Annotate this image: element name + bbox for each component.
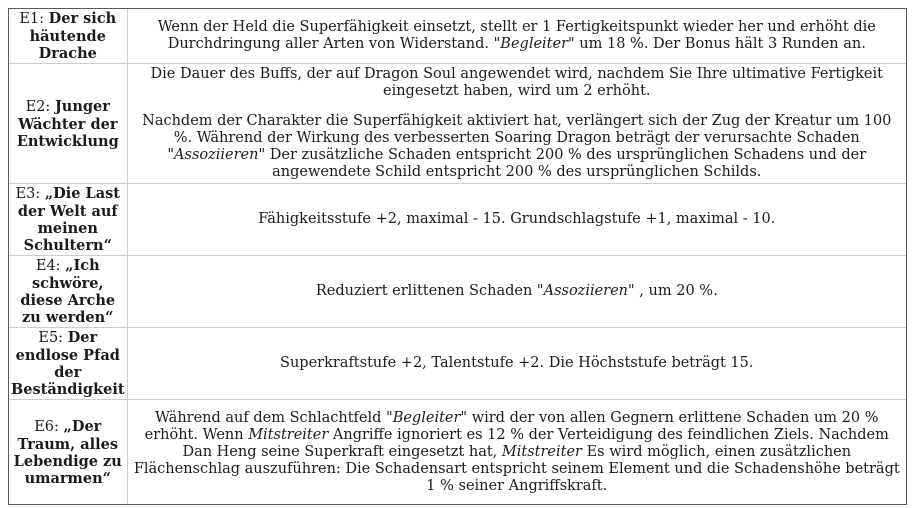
text-run: Superkraftstufe +2, Talentstufe +2. Die Höchststufe beträgt 15.: [280, 355, 754, 371]
eidolon-number: E6:: [34, 418, 64, 435]
eidolon-description-cell: [128, 328, 906, 400]
text-run: Reduziert erlittenen Schaden: [315, 283, 537, 299]
table-row: [9, 400, 906, 504]
eidolon-description-cell: [128, 256, 906, 328]
text-run: um 18 %. Der Bonus hält 3 Runden an.: [574, 36, 866, 52]
text-run: Wenn der Held die Superfähigkeit einsetzt, stellt er 1 Fertigkeitspunkt wieder her und erhöht die Durchdringung aller Arten von Widerstand.: [157, 19, 876, 52]
eidolon-title: „Der Traum, alles Lebendige zu umarmen“: [13, 417, 122, 487]
eidolon-number: E2:: [25, 98, 55, 115]
description-paragraph: [134, 211, 900, 228]
italic-term: Mitstreiter: [248, 426, 329, 443]
italic-term: "Assoziieren": [167, 147, 266, 163]
table-row: [9, 64, 906, 184]
eidolon-number: E3:: [15, 186, 45, 202]
italic-term: "Assoziieren": [536, 283, 635, 299]
eidolon-label-cell: [9, 328, 128, 400]
text-run: , um 20 %.: [634, 283, 718, 299]
description-paragraph: [134, 355, 900, 372]
eidolon-number: E5:: [38, 330, 68, 346]
eidolon-title: Der sich häutende Drache: [29, 10, 117, 62]
eidolon-label-cell: [9, 256, 128, 328]
description-paragraph: [134, 410, 900, 495]
eidolon-table: [8, 8, 907, 505]
eidolon-title: Junger Wächter der Entwicklung: [16, 97, 119, 150]
eidolon-label-cell: [9, 9, 128, 64]
italic-term: "Begleiter": [493, 36, 575, 52]
description-paragraph: [134, 283, 900, 300]
eidolon-title: „Ich schwöre, diese Arche zu werden“: [20, 257, 116, 326]
text-run: Die Dauer des Buffs, der auf Dragon Soul angewendet wird, nachdem Sie Ihre ultimative Fertigkeit eingesetzt haben, wird um 2 erhöht.: [150, 66, 883, 99]
eidolon-description-cell: [128, 400, 906, 504]
eidolon-title: „Die Last der Welt auf meinen Schultern“: [17, 185, 120, 254]
description-paragraph: [134, 113, 900, 181]
eidolon-description-cell: [128, 64, 906, 184]
table-row: [9, 184, 906, 256]
eidolon-label-cell: [9, 64, 128, 184]
text-run: Angriffe ignoriert es 12 % der Verteidigung des feindlichen Ziels. Nachdem Dan Heng seine Superkraft eingesetzt hat,: [182, 426, 889, 460]
description-paragraph: [134, 19, 900, 53]
text-run: Während auf dem Schlachtfeld: [155, 409, 387, 426]
eidolon-number: E4:: [35, 258, 66, 274]
italic-term: Mitstreiter: [501, 443, 582, 460]
text-run: Der zusätzliche Schaden entspricht 200 % des ursprünglichen Schadens und der angewendete Schild entspricht 200 % des ursprünglichen Schilds.: [265, 147, 867, 180]
eidolon-description-cell: [128, 9, 906, 64]
description-paragraph: [134, 66, 900, 100]
eidolon-label-cell: [9, 184, 128, 256]
text-run: Es wird möglich, einen zusätzlichen Flächenschlag auszuführen: Die Schadensart entspricht seinem Element und die Schadenshöhe beträgt 1 % seiner Angriffskraft.: [133, 443, 900, 494]
table-row: [9, 328, 906, 400]
eidolon-label-cell: [9, 400, 128, 504]
table-row: [9, 9, 906, 64]
eidolon-description-cell: [128, 184, 906, 256]
text-run: wird der von allen Gegnern erlittene Schaden um 20 % erhöht. Wenn: [144, 409, 879, 443]
text-run: Nachdem der Charakter die Superfähigkeit aktiviert hat, verlängert sich der Zug der Kreatur um 100 %. Während der Wirkung des verbesserten Soaring Dragon beträgt der verursachte Schaden: [142, 113, 892, 146]
text-run: Fähigkeitsstufe +2, maximal - 15. Grundschlagstufe +1, maximal - 10.: [258, 211, 776, 227]
eidolon-number: E1:: [19, 11, 49, 27]
table-row: [9, 256, 906, 328]
eidolon-title: Der endlose Pfad der Beständigkeit: [11, 329, 125, 398]
italic-term: "Begleiter": [386, 409, 468, 426]
